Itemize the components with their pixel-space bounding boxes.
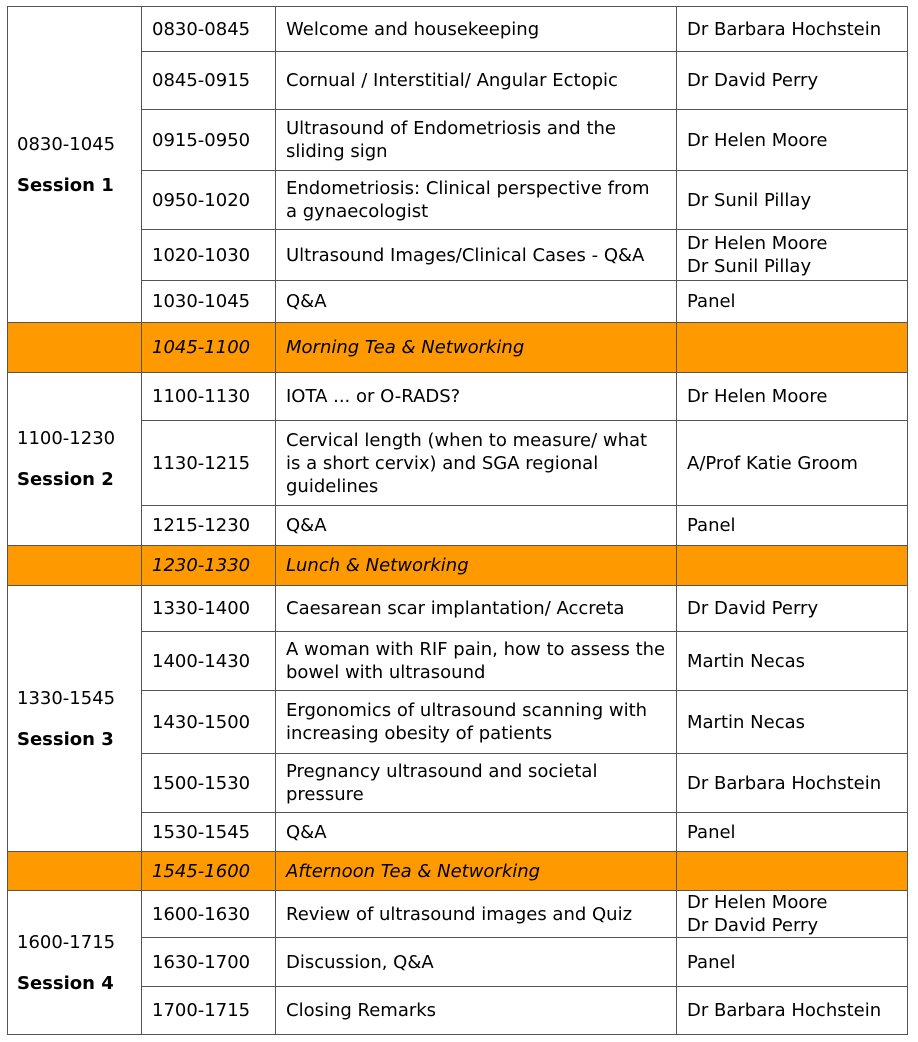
speaker: Martin Necas <box>687 650 805 672</box>
item-speakers <box>677 632 908 691</box>
item-title: Cornual / Interstitial/ Angular Ectopic <box>276 52 677 110</box>
speaker: Dr Helen Moore <box>687 233 828 254</box>
speaker: Dr Barbara Hochstein <box>687 18 882 40</box>
item-title: Q&A <box>276 506 677 546</box>
break-title: Lunch & Networking <box>276 546 677 586</box>
item-time: 1020-1030 <box>142 230 276 281</box>
table-row <box>8 281 908 323</box>
speaker: Dr David Perry <box>687 598 819 619</box>
item-time: 0830-0845 <box>142 7 276 52</box>
item-speakers <box>677 110 908 171</box>
item-speakers <box>677 421 908 506</box>
item-title: Endometriosis: Clinical perspective from a gynaecologist <box>276 171 677 230</box>
item-speakers <box>677 506 908 546</box>
speaker: Panel <box>687 821 736 843</box>
break-row <box>8 852 908 891</box>
speaker: Dr Helen Moore <box>687 892 828 913</box>
speaker: Panel <box>687 291 736 312</box>
item-speakers <box>677 987 908 1035</box>
item-time: 1700-1715 <box>142 987 276 1035</box>
item-time: 1330-1400 <box>142 586 276 632</box>
table-row <box>8 754 908 813</box>
break-empty-cell <box>677 852 908 891</box>
session-time: 1600-1715 <box>17 931 116 953</box>
session-time: 1100-1230 <box>17 428 116 449</box>
item-time: 1130-1215 <box>142 421 276 506</box>
item-speakers <box>677 373 908 421</box>
item-speakers <box>677 813 908 852</box>
item-speakers <box>677 754 908 813</box>
table-row <box>8 171 908 230</box>
item-title: Q&A <box>276 813 677 852</box>
table-row <box>8 632 908 691</box>
table-row <box>8 421 908 506</box>
item-title: IOTA ... or O-RADS? <box>276 373 677 421</box>
item-speakers <box>677 52 908 110</box>
break-row <box>8 323 908 373</box>
session-cell <box>8 586 142 852</box>
item-speakers <box>677 281 908 323</box>
item-time: 0950-1020 <box>142 171 276 230</box>
item-time: 1530-1545 <box>142 813 276 852</box>
session-name: Session 3 <box>17 728 114 750</box>
table-row <box>8 506 908 546</box>
item-speakers <box>677 171 908 230</box>
break-empty-cell <box>8 852 142 891</box>
table-row <box>8 110 908 171</box>
speaker: Dr Sunil Pillay <box>687 189 812 211</box>
speaker: Dr Helen Moore <box>687 386 828 407</box>
break-empty-cell <box>8 546 142 586</box>
break-time: 1230-1330 <box>142 546 276 586</box>
item-title: Q&A <box>276 281 677 323</box>
speaker: Dr Helen Moore <box>687 129 828 151</box>
session-cell <box>8 7 142 323</box>
item-title: Ultrasound of Endometriosis and the sliding sign <box>276 110 677 171</box>
item-time: 0845-0915 <box>142 52 276 110</box>
item-time: 1100-1130 <box>142 373 276 421</box>
item-title: A woman with RIF pain, how to assess the bowel with ultrasound <box>276 632 677 691</box>
table-row <box>8 586 908 632</box>
table-row <box>8 938 908 987</box>
item-title: Caesarean scar implantation/ Accreta <box>276 586 677 632</box>
programme-table <box>7 6 908 1035</box>
table-row <box>8 691 908 754</box>
item-speakers <box>677 891 908 938</box>
table-row <box>8 987 908 1035</box>
break-title: Morning Tea & Networking <box>276 323 677 373</box>
session-name: Session 4 <box>17 972 114 994</box>
item-title: Pregnancy ultrasound and societal pressure <box>276 754 677 813</box>
speaker: Panel <box>687 951 736 973</box>
speaker: Dr David Perry <box>687 70 819 91</box>
table-row <box>8 230 908 281</box>
speaker: Dr David Perry <box>687 915 819 936</box>
break-title: Afternoon Tea & Networking <box>276 852 677 891</box>
item-speakers <box>677 230 908 281</box>
session-name: Session 2 <box>17 469 114 490</box>
session-time: 0830-1045 <box>17 133 116 155</box>
speaker: Panel <box>687 515 736 536</box>
break-empty-cell <box>677 546 908 586</box>
item-title: Ultrasound Images/Clinical Cases - Q&A <box>276 230 677 281</box>
item-time: 1600-1630 <box>142 891 276 938</box>
session-cell <box>8 373 142 546</box>
item-time: 1215-1230 <box>142 506 276 546</box>
item-time: 1030-1045 <box>142 281 276 323</box>
speaker: Martin Necas <box>687 711 805 733</box>
break-time: 1545-1600 <box>142 852 276 891</box>
speaker: A/Prof Katie Groom <box>687 452 858 474</box>
speaker: Dr Sunil Pillay <box>687 256 812 277</box>
item-title: Discussion, Q&A <box>276 938 677 987</box>
table-row <box>8 891 908 938</box>
session-time: 1330-1545 <box>17 687 116 709</box>
item-time: 1630-1700 <box>142 938 276 987</box>
item-time: 1500-1530 <box>142 754 276 813</box>
speaker: Dr Barbara Hochstein <box>687 1000 882 1021</box>
item-title: Cervical length (when to measure/ what is a short cervix) and SGA regional guidelines <box>276 421 677 506</box>
table-row <box>8 7 908 52</box>
table-row <box>8 52 908 110</box>
session-name: Session 1 <box>17 174 114 196</box>
speaker: Dr Barbara Hochstein <box>687 772 882 794</box>
item-speakers <box>677 938 908 987</box>
item-time: 1430-1500 <box>142 691 276 754</box>
item-speakers <box>677 691 908 754</box>
item-speakers <box>677 7 908 52</box>
session-cell <box>8 891 142 1035</box>
item-time: 1400-1430 <box>142 632 276 691</box>
break-empty-cell <box>8 323 142 373</box>
item-title: Ergonomics of ultrasound scanning with increasing obesity of patients <box>276 691 677 754</box>
item-title: Review of ultrasound images and Quiz <box>276 891 677 938</box>
item-time: 0915-0950 <box>142 110 276 171</box>
break-row <box>8 546 908 586</box>
item-speakers <box>677 586 908 632</box>
break-time: 1045-1100 <box>142 323 276 373</box>
break-empty-cell <box>677 323 908 373</box>
table-row <box>8 813 908 852</box>
table-row <box>8 373 908 421</box>
item-title: Closing Remarks <box>276 987 677 1035</box>
item-title: Welcome and housekeeping <box>276 7 677 52</box>
